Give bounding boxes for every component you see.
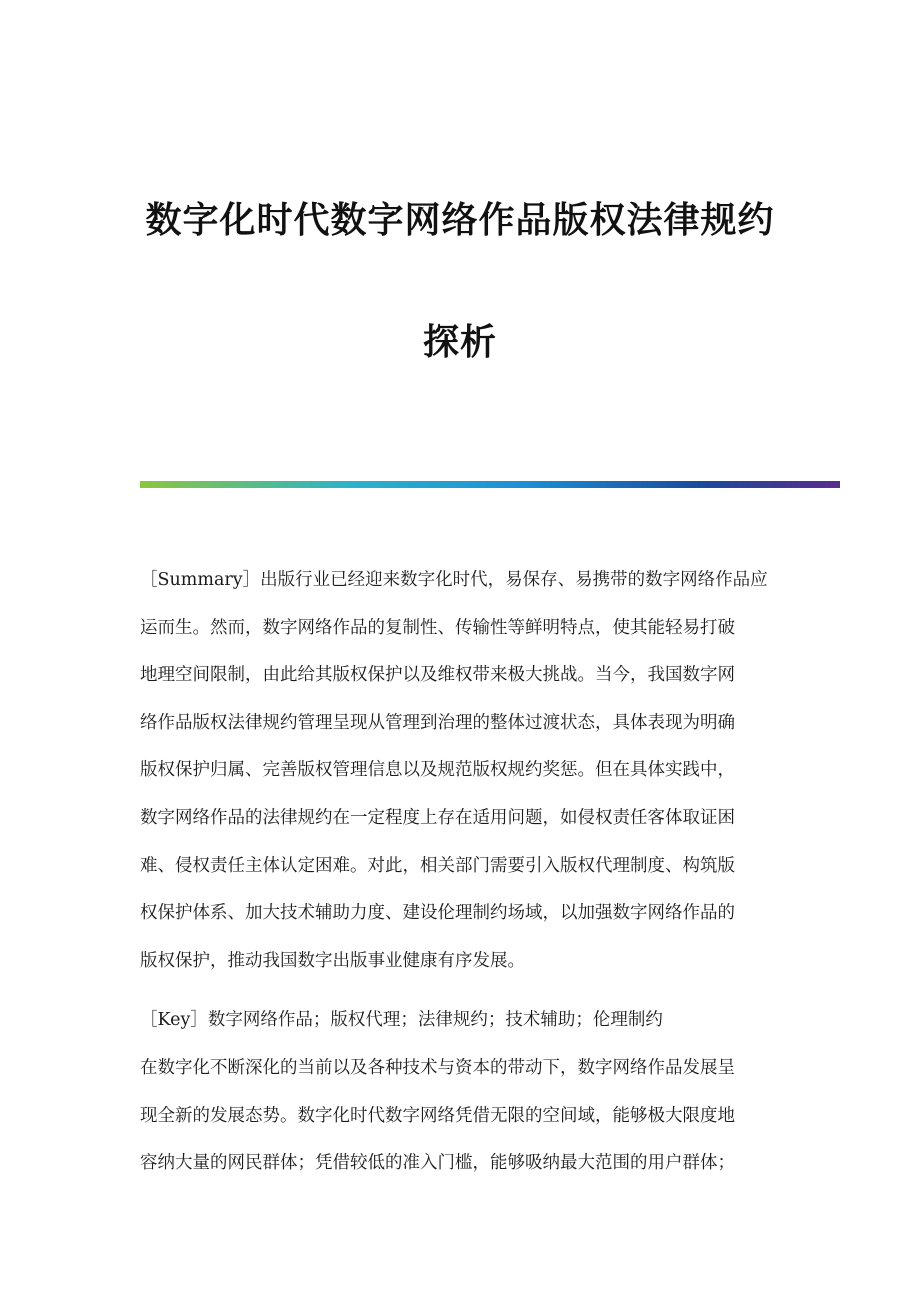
summary-line: 权保护体系、加大技术辅助力度、建设伦理制约场域，以加强数字网络作品的 (140, 903, 735, 924)
summary-line: 络作品版权法律规约管理呈现从管理到治理的整体过渡状态，具体表现为明确 (140, 712, 735, 733)
body-paragraph (140, 1045, 780, 1188)
body-line: 现全新的发展态势。数字化时代数字网络凭借无限的空间域，能够极大限度地 (140, 1105, 735, 1126)
body-line: 容纳大量的网民群体；凭借较低的准入门槛，能够吸纳最大范围的用户群体； (140, 1153, 735, 1174)
keywords-line: ［Key］数字网络作品；版权代理；法律规约；技术辅助；伦理制约 (140, 1010, 663, 1030)
summary-line: 数字网络作品的法律规约在一定程度上存在适用问题，如侵权责任客体取证困 (140, 807, 735, 828)
body-line: 在数字化不断深化的当前以及各种技术与资本的带动下，数字网络作品发展呈 (140, 1058, 735, 1078)
document-title-line-2: 探析 (422, 322, 497, 363)
summary-line: 版权保护，推动我国数字出版事业健康有序发展。 (140, 950, 525, 971)
summary-paragraph (140, 557, 780, 985)
summary-line: 地理空间限制，由此给其版权保护以及维权带来极大挑战。当今，我国数字网 (140, 665, 735, 686)
summary-line: 难、侵权责任主体认定困难。对此，相关部门需要引入版权代理制度、构筑版 (140, 855, 735, 876)
document-title-line-1: 数字化时代数字网络作品版权法律规约 (145, 200, 775, 241)
summary-line: 版权保护归属、完善版权管理信息以及规范版权规约奖惩。但在具体实践中， (140, 760, 735, 781)
summary-line: ［Summary］出版行业已经迎来数字化时代，易保存、易携带的数字网络作品应 (140, 570, 768, 590)
gradient-divider (140, 481, 840, 488)
summary-line: 运而生。然而，数字网络作品的复制性、传输性等鲜明特点，使其能轻易打破 (140, 617, 735, 638)
keywords-paragraph (140, 997, 780, 1045)
